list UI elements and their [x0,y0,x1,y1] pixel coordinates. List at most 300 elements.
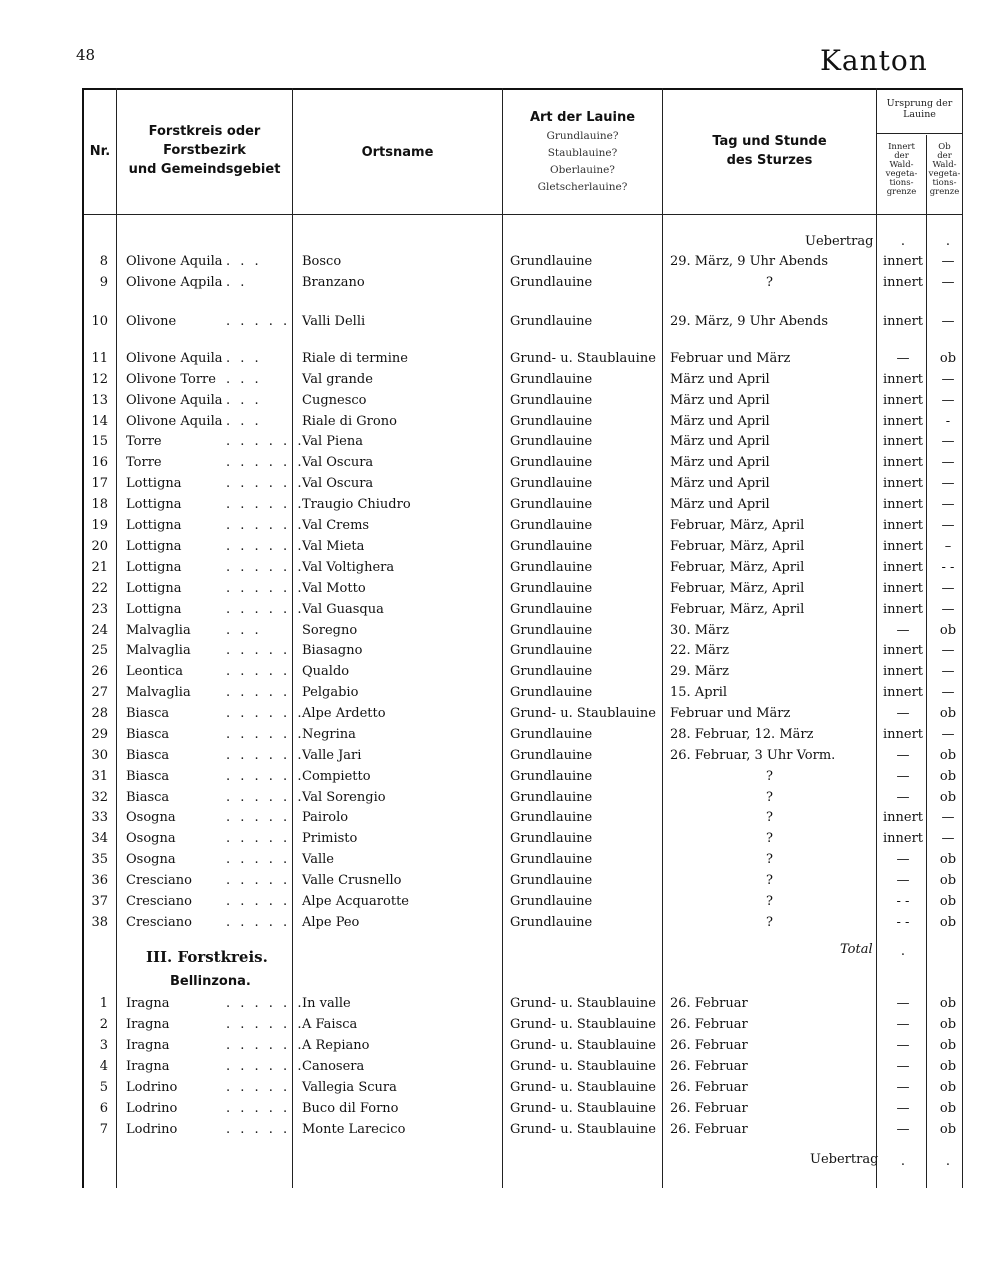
row-ortsname: Buco dil Forno [302,1101,399,1116]
row-forstkreis: Lottigna [126,518,182,533]
row-nr: 8 [99,254,108,269]
row-innert: - - [896,894,910,909]
row-forstkreis: Iragna [126,1059,170,1074]
row-innert: innert [882,560,924,575]
row-nr: 26 [91,664,108,679]
row-ob: - - [941,560,955,575]
row-ob: ob [939,790,957,805]
row-leader-dots: . . . . . . [226,1038,305,1053]
header-forstkreis: Forstkreis oder Forstbezirk und Gemeindsgebiet [128,124,281,177]
header-innert: Innert der Wald- vegeta- tions- grenze [885,142,918,197]
row-art: Grund- u. Staublauine [510,1059,656,1074]
row-art: Grundlauine [510,623,593,638]
row-innert: — [896,706,910,721]
row-ortsname: Cugnesco [302,393,367,408]
row-forstkreis: Iragna [126,1038,170,1053]
row-forstkreis: Olivone Torre [126,372,216,387]
row-tag: 26. Februar, 3 Uhr Vorm. [670,748,836,763]
row-innert: — [896,1122,910,1137]
row-leader-dots: . . . . . . [226,497,305,512]
row-tag: ? [766,873,773,888]
row-leader-dots: . . . . . [226,314,291,329]
row-leader-dots: . . . . . . [226,769,305,784]
row-innert: innert [882,254,924,269]
row-art: Grund- u. Staublauine [510,1101,656,1116]
row-tag: 26. Februar [670,1122,748,1137]
row-nr: 38 [91,915,108,930]
row-tag: 26. Februar [670,1059,748,1074]
row-tag: Februar, März, April [670,602,805,617]
row-ortsname: Valli Delli [302,314,366,329]
row-leader-dots: . . . [226,351,262,366]
row-forstkreis: Osogna [126,810,176,825]
row-nr: 31 [91,769,108,784]
row-ortsname: Riale di Grono [302,414,397,429]
row-ob: ob [939,623,957,638]
row-leader-dots: . . . . . [226,1122,291,1137]
row-ob: — [941,434,955,449]
uebertrag-bottom-innert: . [900,1154,906,1169]
row-forstkreis: Torre [126,455,162,470]
row-ob: — [941,275,955,290]
row-art: Grundlauine [510,560,593,575]
row-art: Grundlauine [510,852,593,867]
row-tag: Februar und März [670,706,791,721]
row-innert: innert [882,539,924,554]
row-nr: 33 [91,810,108,825]
row-nr: 32 [91,790,108,805]
row-innert: innert [882,275,924,290]
row-innert: innert [882,664,924,679]
row-ob: ob [939,351,957,366]
row-art: Grundlauine [510,769,593,784]
uebertrag-bottom-ob: . [945,1154,951,1169]
row-nr: 23 [91,602,108,617]
row-ortsname: Compietto [302,769,371,784]
row-innert: — [896,996,910,1011]
row-ob: ob [939,1038,957,1053]
uebertrag-top-innert: . [900,234,906,249]
row-tag: ? [766,831,773,846]
row-ortsname: Val Sorengio [302,790,386,805]
row-innert: innert [882,497,924,512]
row-innert: — [896,852,910,867]
row-art: Grund- u. Staublauine [510,1122,656,1137]
row-art: Grund- u. Staublauine [510,1080,656,1095]
row-tag: ? [766,790,773,805]
row-ob: - [945,414,951,429]
row-leader-dots: . . . . . . [226,581,305,596]
row-nr: 3 [99,1038,108,1053]
row-tag: ? [766,894,773,909]
row-nr: 5 [99,1080,108,1095]
row-art: Grundlauine [510,539,593,554]
row-leader-dots: . . . . . [226,831,291,846]
row-ob: ob [939,1017,957,1032]
row-ob: — [941,393,955,408]
row-innert: innert [882,602,924,617]
row-art: Grundlauine [510,894,593,909]
row-ortsname: Val Motto [302,581,366,596]
row-forstkreis: Lottigna [126,476,182,491]
row-leader-dots: . . . . . . [226,727,305,742]
row-forstkreis: Malvaglia [126,685,191,700]
row-forstkreis: Leontica [126,664,183,679]
row-forstkreis: Osogna [126,852,176,867]
row-ob: — [941,455,955,470]
header-tag: Tag und Stunde des Sturzes [712,134,827,168]
row-nr: 36 [91,873,108,888]
row-innert: — [896,1017,910,1032]
row-art: Grund- u. Staublauine [510,1038,656,1053]
row-ortsname: Primisto [302,831,358,846]
row-art: Grundlauine [510,581,593,596]
row-art: Grund- u. Staublauine [510,351,656,366]
row-art: Grundlauine [510,685,593,700]
total-label: Total [840,942,873,957]
row-art: Grundlauine [510,831,593,846]
row-art: Grundlauine [510,664,593,679]
row-nr: 34 [91,831,108,846]
row-art: Grund- u. Staublauine [510,1017,656,1032]
row-art: Grundlauine [510,254,593,269]
row-leader-dots: . . . . . [226,894,291,909]
row-ortsname: Monte Larecico [302,1122,406,1137]
uebertrag-bottom-label: Uebertrag [810,1152,879,1167]
row-forstkreis: Biasca [126,706,170,721]
row-forstkreis: Olivone Aqpila [126,275,223,290]
row-nr: 4 [99,1059,108,1074]
row-tag: März und April [670,414,770,429]
row-tag: 26. Februar [670,1080,748,1095]
row-forstkreis: Malvaglia [126,623,191,638]
row-innert: innert [882,372,924,387]
row-innert: innert [882,434,924,449]
row-tag: März und April [670,476,770,491]
running-title: Kanton [820,44,928,77]
row-tag: 26. Februar [670,1017,748,1032]
header-ortsname: Ortsname [361,145,434,160]
row-leader-dots: . . . [226,254,262,269]
row-tag: 30. März [670,623,729,638]
row-art: Grundlauine [510,275,593,290]
row-nr: 30 [91,748,108,763]
row-art: Grundlauine [510,748,593,763]
row-nr: 29 [91,727,108,742]
row-innert: innert [882,831,924,846]
header-art: Art der Lauine [529,110,636,125]
row-leader-dots: . . . . . . [226,706,305,721]
row-leader-dots: . . . . . [226,810,291,825]
row-forstkreis: Biasca [126,727,170,742]
row-forstkreis: Osogna [126,831,176,846]
row-ob: — [941,664,955,679]
row-leader-dots: . . . . . . [226,748,305,763]
row-ortsname: Vallegia Scura [302,1080,397,1095]
row-leader-dots: . . . . . . [226,790,305,805]
total-innert: . [900,944,906,959]
row-ob: ob [939,1059,957,1074]
row-ortsname: Alpe Ardetto [302,706,386,721]
row-art: Grundlauine [510,727,593,742]
row-art: Grundlauine [510,434,593,449]
row-innert: — [896,873,910,888]
row-ob: ob [939,915,957,930]
row-nr: 17 [91,476,108,491]
row-nr: 7 [99,1122,108,1137]
row-ob: — [941,314,955,329]
row-ortsname: Val Voltighera [302,560,395,575]
row-ob: ob [939,1122,957,1137]
row-innert: — [896,1038,910,1053]
row-innert: innert [882,314,924,329]
row-tag: 26. Februar [670,1038,748,1053]
row-ortsname: A Repiano [302,1038,370,1053]
row-ob: — [941,602,955,617]
row-innert: - - [896,915,910,930]
row-nr: 14 [91,414,108,429]
row-leader-dots: . . . . . [226,1080,291,1095]
row-art: Grundlauine [510,518,593,533]
row-forstkreis: Lottigna [126,539,182,554]
row-nr: 21 [91,560,108,575]
row-nr: 28 [91,706,108,721]
row-ob: — [941,497,955,512]
row-tag: 26. Februar [670,1101,748,1116]
header-nr: Nr. [89,144,111,159]
row-ob: ob [939,769,957,784]
row-ob: – [944,539,952,554]
row-forstkreis: Olivone Aquila [126,414,223,429]
row-innert: — [896,769,910,784]
row-forstkreis: Lottigna [126,497,182,512]
row-leader-dots: . . . . . . [226,476,305,491]
row-tag: 28. Februar, 12. März [670,727,814,742]
row-nr: 2 [99,1017,108,1032]
row-ortsname: Branzano [302,275,365,290]
row-ortsname: Val Oscura [302,476,374,491]
row-nr: 11 [91,351,108,366]
row-forstkreis: Olivone Aquila [126,254,223,269]
row-leader-dots: . . . . . . [226,518,305,533]
row-innert: — [896,1101,910,1116]
row-ob: — [941,476,955,491]
row-nr: 18 [91,497,108,512]
row-tag: 15. April [670,685,728,700]
row-ortsname: Traugio Chiudro [302,497,411,512]
row-forstkreis: Lodrino [126,1101,178,1116]
row-innert: innert [882,476,924,491]
row-tag: 22. März [670,643,729,658]
row-ortsname: Alpe Peo [302,915,360,930]
row-leader-dots: . . . [226,414,262,429]
row-leader-dots: . . . . . . [226,455,305,470]
row-tag: Februar, März, April [670,539,805,554]
row-art: Grundlauine [510,414,593,429]
row-forstkreis: Olivone Aquila [126,393,223,408]
row-innert: innert [882,393,924,408]
row-innert: — [896,790,910,805]
row-innert: innert [882,810,924,825]
row-ob: — [941,372,955,387]
row-art: Grundlauine [510,314,593,329]
row-innert: — [896,1059,910,1074]
row-forstkreis: Iragna [126,996,170,1011]
row-ob: — [941,685,955,700]
row-leader-dots: . . . . . [226,685,291,700]
row-nr: 13 [91,393,108,408]
row-innert: — [896,623,910,638]
row-tag: März und April [670,372,770,387]
row-nr: 22 [91,581,108,596]
row-tag: 29. März, 9 Uhr Abends [670,314,829,329]
row-innert: — [896,748,910,763]
row-ob: ob [939,748,957,763]
row-leader-dots: . . . . . [226,643,291,658]
row-nr: 27 [91,685,108,700]
row-forstkreis: Cresciano [126,873,192,888]
row-nr: 6 [99,1101,108,1116]
row-ob: ob [939,873,957,888]
row-forstkreis: Lottigna [126,581,182,596]
row-leader-dots: . . . . . [226,1101,291,1116]
row-leader-dots: . . . [226,372,262,387]
row-leader-dots: . . . . . . [226,1017,305,1032]
row-ob: ob [939,1080,957,1095]
row-innert: innert [882,643,924,658]
row-tag: Februar, März, April [670,560,805,575]
row-tag: Februar, März, April [670,581,805,596]
header-art-sub: Grundlauine? Staublauine? Oberlauine? Gletscherlauine? [537,130,628,193]
row-forstkreis: Biasca [126,769,170,784]
row-ob: — [941,518,955,533]
row-forstkreis: Malvaglia [126,643,191,658]
row-ortsname: Valle [302,852,334,867]
row-leader-dots: . . . [226,623,262,638]
row-art: Grundlauine [510,497,593,512]
row-leader-dots: . . . . . . [226,602,305,617]
row-forstkreis: Torre [126,434,162,449]
row-nr: 12 [91,372,108,387]
row-forstkreis: Biasca [126,790,170,805]
row-art: Grundlauine [510,915,593,930]
row-tag: Februar, März, April [670,518,805,533]
row-ortsname: Val grande [302,372,373,387]
row-leader-dots: . . . . . . [226,996,305,1011]
row-art: Grundlauine [510,810,593,825]
row-art: Grundlauine [510,455,593,470]
row-nr: 15 [91,434,108,449]
row-ortsname: Val Oscura [302,455,374,470]
row-art: Grundlauine [510,790,593,805]
row-art: Grundlauine [510,602,593,617]
row-ob: — [941,581,955,596]
row-nr: 16 [91,455,108,470]
row-ortsname: Riale di termine [302,351,408,366]
row-forstkreis: Cresciano [126,894,192,909]
row-ob: ob [939,894,957,909]
row-forstkreis: Olivone [126,314,177,329]
uebertrag-top-ob: . [945,234,951,249]
row-art: Grund- u. Staublauine [510,996,656,1011]
row-leader-dots: . . . . . [226,915,291,930]
row-tag: ? [766,769,773,784]
row-nr: 35 [91,852,108,867]
header-ob: Ob der Wald- vegeta- tions- grenze [928,142,961,197]
row-ortsname: Soregno [302,623,358,638]
row-innert: innert [882,727,924,742]
row-ortsname: Bosco [302,254,342,269]
row-ob: — [941,831,955,846]
row-leader-dots: . . . . . . [226,539,305,554]
row-art: Grundlauine [510,372,593,387]
row-nr: 37 [91,894,108,909]
row-ob: — [941,254,955,269]
row-tag: März und April [670,393,770,408]
row-leader-dots: . . [226,275,248,290]
row-ortsname: Val Crems [302,518,370,533]
row-nr: 20 [91,539,108,554]
row-tag: ? [766,810,773,825]
row-forstkreis: Iragna [126,1017,170,1032]
row-nr: 19 [91,518,108,533]
row-ortsname: Biasagno [302,643,363,658]
row-ortsname: In valle [302,996,351,1011]
row-forstkreis: Lottigna [126,602,182,617]
row-forstkreis: Biasca [126,748,170,763]
row-ob: ob [939,996,957,1011]
row-leader-dots: . . . . . . [226,1059,305,1074]
row-nr: 9 [99,275,108,290]
row-ortsname: Val Mieta [302,539,365,554]
row-ortsname: Valle Crusnello [302,873,402,888]
row-ob: — [941,810,955,825]
row-ortsname: Val Guasqua [302,602,384,617]
row-nr: 1 [99,996,108,1011]
section-subtitle: Bellinzona. [170,974,251,989]
row-nr: 10 [91,314,108,329]
row-tag: Februar und März [670,351,791,366]
row-tag: ? [766,915,773,930]
row-art: Grundlauine [510,476,593,491]
row-tag: März und April [670,497,770,512]
row-leader-dots: . . . . . . [226,434,305,449]
row-ob: — [941,643,955,658]
row-forstkreis: Lodrino [126,1122,178,1137]
row-tag: 26. Februar [670,996,748,1011]
row-forstkreis: Olivone Aquila [126,351,223,366]
row-leader-dots: . . . . . [226,664,291,679]
row-ob: — [941,727,955,742]
row-tag: 29. März, 9 Uhr Abends [670,254,829,269]
row-ortsname: Val Piena [302,434,363,449]
row-ortsname: Qualdo [302,664,350,679]
row-leader-dots: . . . . . [226,852,291,867]
row-art: Grund- u. Staublauine [510,706,656,721]
row-tag: 29. März [670,664,729,679]
row-innert: — [896,351,910,366]
uebertrag-top-label: Uebertrag [805,234,874,249]
row-tag: ? [766,275,773,290]
row-forstkreis: Lodrino [126,1080,178,1095]
header-ursprung: Ursprung der Lauine [886,98,953,120]
row-tag: März und April [670,434,770,449]
row-nr: 24 [91,623,108,638]
page-number: 48 [76,46,96,64]
row-art: Grundlauine [510,643,593,658]
row-ortsname: Alpe Acquarotte [302,894,409,909]
row-ob: ob [939,706,957,721]
